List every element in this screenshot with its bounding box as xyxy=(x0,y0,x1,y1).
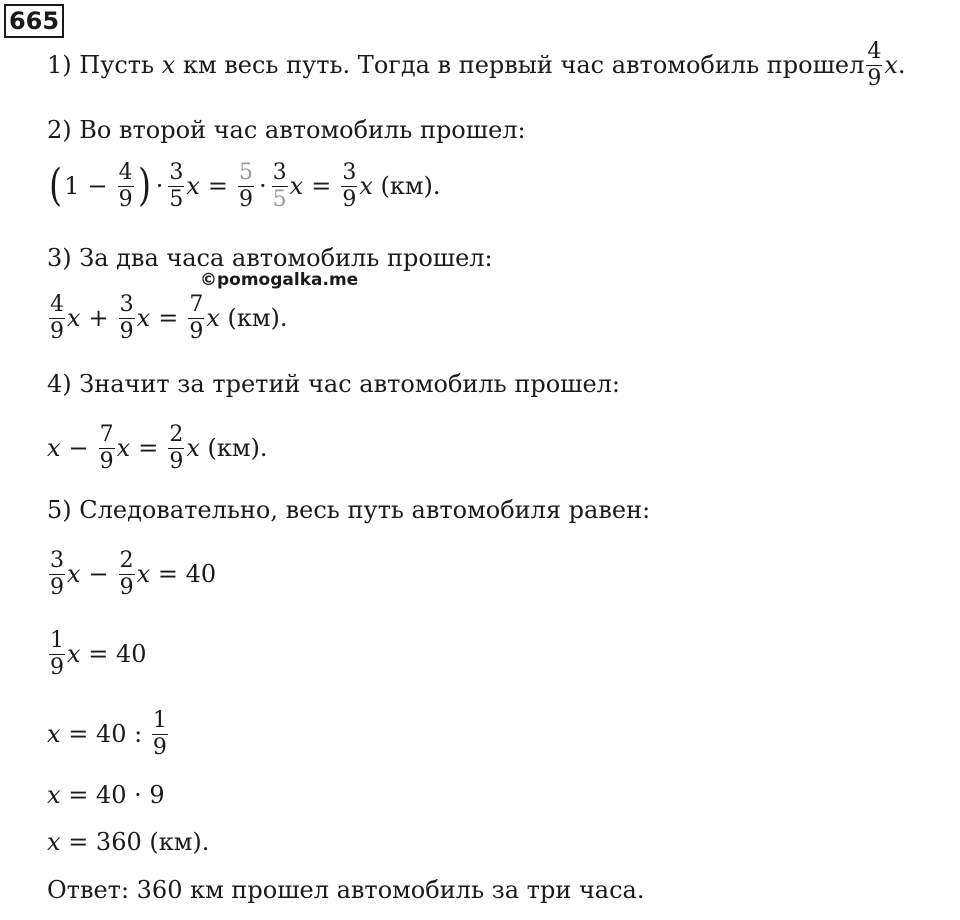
step5-eq3 xyxy=(47,704,170,764)
denominator: 9 xyxy=(189,318,204,344)
numerator: 3 xyxy=(169,160,184,186)
denominator: 9 xyxy=(239,186,254,212)
equals: = xyxy=(207,172,229,200)
var-x: x xyxy=(116,434,131,462)
fraction xyxy=(119,549,135,598)
var-x: x xyxy=(47,781,61,809)
rhs: = 360 (км). xyxy=(68,828,210,856)
step2-title: 2) Во второй час автомобиль прошел: xyxy=(47,116,526,144)
fraction xyxy=(168,423,184,472)
numerator: 4 xyxy=(118,160,133,186)
numerator: 7 xyxy=(99,422,114,448)
plus: + xyxy=(88,304,109,332)
rhs: = 40 · 9 xyxy=(68,781,165,809)
denominator: 9 xyxy=(342,186,357,212)
unit: (км). xyxy=(380,172,441,200)
step1-line xyxy=(47,35,906,95)
var-x: x xyxy=(47,828,61,856)
denominator: 9 xyxy=(119,574,134,600)
fraction xyxy=(119,293,135,342)
fraction xyxy=(188,293,204,342)
step1-text-b: км весь путь. Тогда в первый час автомобиль прошел xyxy=(182,51,865,79)
var-x: x xyxy=(186,434,200,462)
denominator: 9 xyxy=(152,734,167,760)
equals: = xyxy=(138,434,159,462)
step1-text-a: 1) Пусть xyxy=(47,51,155,79)
var-x: x xyxy=(47,434,61,462)
one: 1 xyxy=(64,172,80,200)
problem-number: 665 xyxy=(4,4,64,38)
numerator: 4 xyxy=(50,292,64,318)
var-x: x xyxy=(186,172,200,200)
fraction xyxy=(168,161,184,210)
numerator: 3 xyxy=(272,160,287,186)
numerator: 4 xyxy=(867,39,882,65)
lhs: = 40 : xyxy=(68,720,143,748)
var-x: x xyxy=(136,560,151,588)
numerator: 2 xyxy=(119,548,134,574)
denominator: 9 xyxy=(50,574,64,600)
numerator: 3 xyxy=(119,292,134,318)
denominator: 9 xyxy=(50,654,64,680)
fraction xyxy=(99,423,115,472)
fraction xyxy=(118,161,134,210)
denominator: 5 xyxy=(272,186,287,212)
var-x: x xyxy=(161,51,176,79)
numerator: 3 xyxy=(342,160,357,186)
var-x: x xyxy=(47,720,61,748)
rhs: = 40 xyxy=(157,560,217,588)
step3-title: 3) За два часа автомобиль прошел: xyxy=(47,244,493,272)
denominator: 9 xyxy=(169,448,184,474)
minus: − xyxy=(87,172,108,200)
denominator: 9 xyxy=(119,318,134,344)
numerator: 5 xyxy=(239,160,254,186)
numerator: 3 xyxy=(50,548,64,574)
denominator: 9 xyxy=(50,318,64,344)
step5-eq1 xyxy=(47,544,216,604)
denominator: 9 xyxy=(99,448,114,474)
unit: (км). xyxy=(207,434,268,462)
denominator: 9 xyxy=(118,186,133,212)
var-x: x xyxy=(884,51,898,79)
var-x: x xyxy=(67,304,81,332)
dot: · xyxy=(259,172,267,200)
paren-open: ( xyxy=(49,160,63,211)
var-x: x xyxy=(206,304,220,332)
equals: = xyxy=(311,172,332,200)
equals: = xyxy=(158,304,179,332)
rhs: = 40 xyxy=(88,640,147,668)
fraction xyxy=(152,709,168,758)
watermark: ©pomogalka.me xyxy=(200,270,359,290)
step3-equation xyxy=(47,288,288,348)
period: . xyxy=(897,51,906,79)
denominator: 9 xyxy=(867,65,882,91)
fraction xyxy=(341,161,357,210)
var-x: x xyxy=(359,172,373,200)
step5-eq2 xyxy=(47,624,146,684)
minus: − xyxy=(68,434,89,462)
denominator: 5 xyxy=(169,186,184,212)
step4-equation xyxy=(47,418,268,478)
fraction xyxy=(272,161,288,210)
paren-close: ) xyxy=(137,160,151,211)
numerator: 1 xyxy=(50,628,64,654)
fraction xyxy=(49,629,65,678)
fraction xyxy=(238,161,254,210)
unit: (км). xyxy=(227,304,288,332)
step2-equation xyxy=(47,156,441,216)
numerator: 1 xyxy=(152,708,167,734)
numerator: 7 xyxy=(189,292,204,318)
var-x: x xyxy=(136,304,151,332)
fraction xyxy=(866,40,882,89)
dot: · xyxy=(155,172,164,200)
minus: − xyxy=(88,560,109,588)
var-x: x xyxy=(289,172,304,200)
numerator: 2 xyxy=(169,422,184,448)
fraction xyxy=(49,549,65,598)
step5-title: 5) Следовательно, весь путь автомобиля равен: xyxy=(47,496,651,524)
var-x: x xyxy=(67,560,81,588)
answer: Ответ: 360 км прошел автомобиль за три часа. xyxy=(47,876,645,904)
var-x: x xyxy=(67,640,81,668)
step4-title: 4) Значит за третий час автомобиль прошел: xyxy=(47,370,621,398)
fraction xyxy=(49,293,65,342)
